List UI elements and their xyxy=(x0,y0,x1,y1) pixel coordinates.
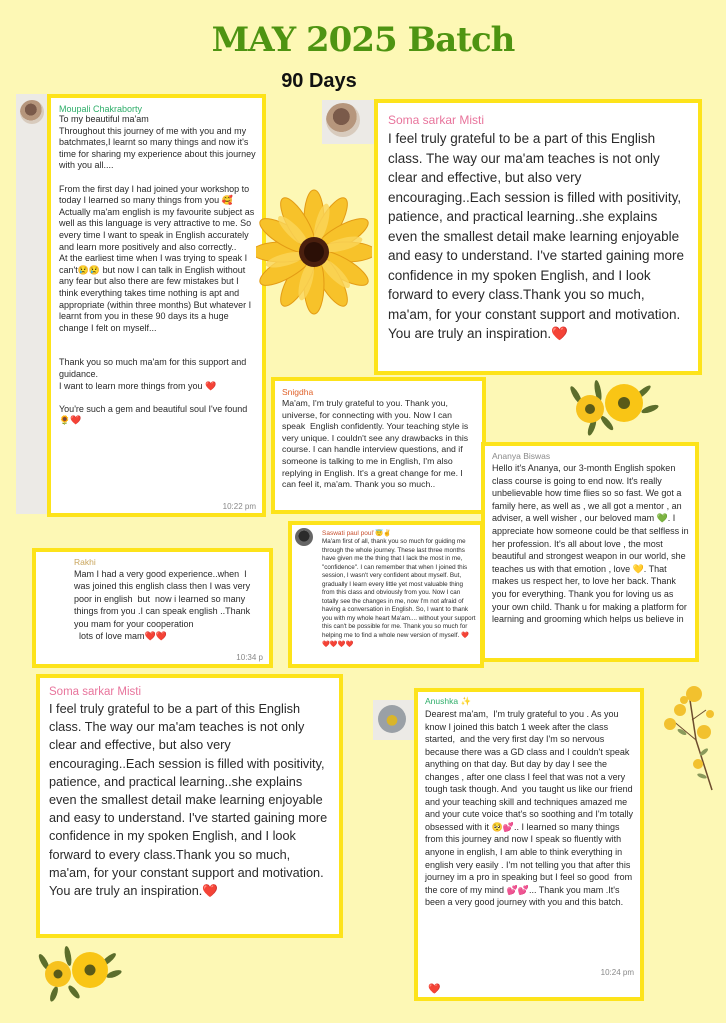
avatar-moupali xyxy=(20,100,44,124)
testimonial-message: Ma'am first of all, thank you so much for guiding me through the whole journey. These last three months have given me the thing that I lack the most in me, "confidence". I can remember that when I joined this session, I wasn't very confident about myself. But, gradually I learn every little yet most valuable thing from this class and obviously from you. Now I can totally see the changes in me, now I'm not afraid of having a conversation in English. So, I want to thank you with my whole heart Ma'am.... without your support this can't be possible for me. Thank you so much for helping me to find a whole new version of myself. ❤️❤️❤️❤️❤️ xyxy=(322,538,478,648)
message-time: 10:24 pm xyxy=(600,968,634,977)
author-name: Soma sarkar Misti xyxy=(388,113,485,127)
page-title: MAY 2025 Batch xyxy=(211,20,515,60)
testimonial-card-ananya xyxy=(481,442,699,662)
testimonial-message: I feel truly grateful to be a part of this English class. The way our ma'am teaches is not only clear and effective, but also very encouraging..Each session is filled with positivity, patience, and practical learning..she explains even the smallest detail make learning enjoyable and easy to understand. I've started gaining more confidence in my spoken English, and I look forward to every class.Thank you so much, ma'am, for your constant support and motivation. You are truly an inspiration.❤️ xyxy=(388,131,688,341)
testimonial-card-snigdha xyxy=(271,377,486,514)
author-name: Saswati paul pouľ 😇✌ xyxy=(322,530,392,537)
testimonial-message: Dearest ma'am, I'm truly grateful to you . As you know I joined this batch 1 week after the class started, and the very first day I'm so nervous because there was a GD class and I couldn't speak anything on that day. But day by day I see the changes , after one class I feel that was not a very tough task though. And you taught us like our friend and your teaching skill and techniques amazed me and your cute voice that's so soothing and I'm totally obsessed with it 🥺💕.. I learned so many things from this journey and now I speak so fluently with anyone in english, I am able to think everything in english very easily . I'm not telling you that after this journey im a pro in speaking but I feel so good from the core of my mind 💕💕... Thank you mam .It's been a very good journey with you and this batch. xyxy=(425,709,636,908)
testimonial-card-soma-top xyxy=(374,99,702,375)
subtitle-text: 90 Days xyxy=(281,70,357,92)
testimonial-card-saswati xyxy=(288,521,484,668)
author-name: Anushka ✨ xyxy=(425,696,472,706)
author-name: Soma sarkar Misti xyxy=(49,686,142,698)
author-name: Rakhi xyxy=(74,557,96,567)
testimonial-card-anushka xyxy=(414,688,644,1001)
author-name: Snigdha xyxy=(282,387,314,397)
flower-branch-decoration xyxy=(660,680,720,800)
testimonial-message: I feel truly grateful to be a part of this English class. The way our ma'am teaches is not only clear and effective, but also very encouraging..Each session is filled with positivity, patience, and practical learning..she explains even the smallest detail make learning enjoyable and easy to understand. I've started gaining more confidence in my spoken English, and I look forward to every class.Thank you so much, ma'am, for your constant support and motivation. You are truly an inspiration.❤️ xyxy=(49,702,331,899)
page-subtitle xyxy=(0,70,638,93)
sunflower-decoration xyxy=(256,182,372,318)
testimonial-card-soma-bottom xyxy=(36,674,343,938)
avatar-saswati xyxy=(295,528,313,546)
chat-background-strip xyxy=(16,94,50,514)
author-name: Ananya Biswas xyxy=(492,451,551,461)
message-time: 10:22 pm xyxy=(222,502,256,511)
testimonial-message: Mam I had a very good experience..when I was joined this english class then I was very poor in english but now i learned so many things from you .I can speak english ..Thank you mam for your cooperation lots of love mam❤️❤️ xyxy=(74,569,251,642)
testimonial-message: To my beautiful ma'am Throughout this journey of me with you and my batchmates,I learnt so many things and now it's time for sharing my experience about this journey with you all.... From the first day I had joined your workshop to today I learned so many things from you 🥰 Actually ma'am english is my favourite subject as well as this language is very attractive to me. So every time I want to speak in English accurately and learn more positively and also correctly.. At the earliest time when I was trying to speak I can't😢😢 but now I can talk in English without any fear but also there are few mistakes but I think everything takes time nothing is apt and appropriate (within three months) But whatever I learnt from you in these 90 days its a huge change I felt on myself... Thank you so much ma'am for this support and guidance. I want to learn more things from you ❤️ You're such a gem and beautiful soul I've found 🌻❤️ xyxy=(59,114,256,426)
avatar-anushka xyxy=(378,705,406,733)
testimonial-message: Ma'am, I'm truly grateful to you. Thank you, universe, for connecting with you. Now I can speak English confidently. Your teaching style is very unique. I couldn't see any drawbacks in this course. I can handle interview questions, and if someone is talking to me in English, I'm also replying in English. It's a great change for me. I can feel it, ma'am. Thank you so much.. xyxy=(282,398,471,490)
author-name: Moupali Chakraborty xyxy=(59,104,143,114)
message-time: 10:34 p xyxy=(236,653,263,662)
testimonial-message: Hello it's Ananya, our 3-month English spoken class course is going to end now. It's really unbelievable how time flies so so fast. We got a family here, as well as , we all got a mentor , an adviser, a well wisher , our beloved mam 💚. I appreciate how someone could be that selfless in her profession. It's all about love , the most beautiful and strongest weapon in our world, she teaches us with that emotion , love 💛. That makes us respect her, to love her back. Thank you for everything. Thank you for loving us as your own child. Thank u for making a platform for learning and grooming which helps us believe in xyxy=(492,463,692,625)
heart-reaction: ❤️ xyxy=(428,984,441,995)
flowers-decoration xyxy=(562,375,662,437)
avatar-soma xyxy=(326,103,360,137)
flowers-decoration-bottom xyxy=(34,944,124,1002)
testimonial-card-rakhi xyxy=(32,548,273,668)
testimonial-card-moupali xyxy=(47,94,266,517)
